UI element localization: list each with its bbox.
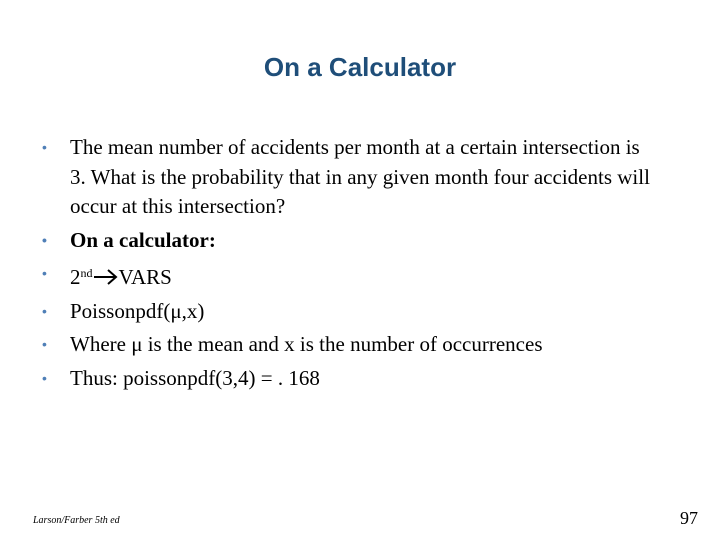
bullet-icon: • — [42, 139, 47, 155]
key-2nd: 2 — [70, 265, 81, 289]
key-2nd-superscript: nd — [80, 266, 93, 280]
bullet-text: Thus: poissonpdf(3,4) = . 168 — [70, 365, 320, 390]
key-vars: VARS — [118, 265, 172, 289]
bullet-text: The mean number of accidents per month at a certain intersection is 3. What is the probability that in any given month four accidents will occur at this intersection? — [70, 135, 650, 218]
bullet-item-calculator — [0, 226, 720, 256]
right-arrow-icon — [93, 267, 119, 287]
bullet-text: Where μ is the mean and x is the number of occurrences — [70, 332, 543, 356]
bullet-icon: • — [42, 231, 47, 248]
bullet-icon: • — [42, 369, 47, 386]
bullet-icon: • — [42, 336, 47, 352]
slide-title: On a Calculator — [263, 52, 457, 82]
bullet-icon: • — [42, 265, 47, 281]
bullet-item-result — [0, 364, 720, 394]
bullet-item-keys — [0, 259, 720, 293]
footer-citation: Larson/Farber 5th ed — [33, 515, 120, 526]
bullet-item-function — [0, 297, 720, 327]
bullet-text: Poissonpdf(μ,x) — [70, 298, 205, 323]
bullet-icon: • — [42, 302, 47, 319]
bullet-item-question — [0, 133, 720, 222]
bullet-list — [0, 133, 720, 397]
bullet-item-definition — [0, 330, 720, 360]
page-number: 97 — [680, 508, 698, 528]
bullet-text: On a calculator: — [70, 227, 216, 252]
